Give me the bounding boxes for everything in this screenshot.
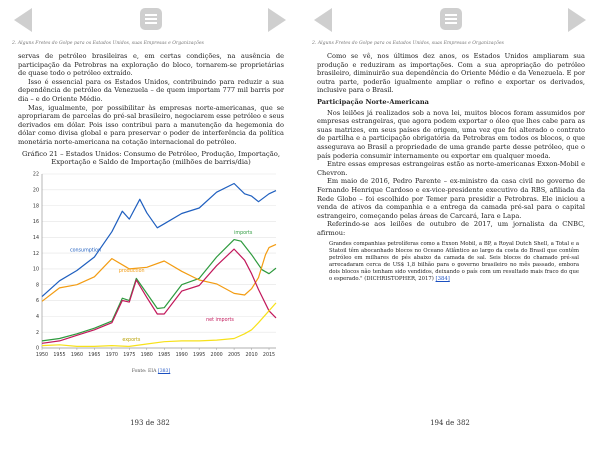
quote-reference-link[interactable]: [384] <box>435 276 450 282</box>
left-page-body <box>18 52 284 377</box>
block-quote <box>329 241 579 282</box>
oil-line-chart <box>14 168 284 368</box>
y-tick-label: 8 <box>35 283 39 289</box>
right-page <box>300 0 600 450</box>
menu-icon[interactable] <box>140 8 162 30</box>
paragraph: Em maio de 2016, Pedro Parente – ex-ministro da casa civil no governo de Fernando Henrique Cardoso e ex-vice-presidente executivo da RBS, afiliada da Rede Globo – foi escolhido por Temer para presidir a Petrobras. Ele iniciou a venda de ativos da companhia e a entrega da camada pré-sal para o capital estrangeiro, começando pelas áreas de Carcará, Iara e Lapa. <box>317 177 585 220</box>
nav-bar-left <box>0 8 300 38</box>
x-tick-label: 1955 <box>53 353 66 359</box>
y-tick-label: 20 <box>32 188 39 194</box>
x-tick-label: 1985 <box>158 353 171 359</box>
y-tick-label: 22 <box>32 173 39 179</box>
source-reference-link[interactable]: [383] <box>157 369 171 375</box>
paragraph: Mas, igualmente, por possibilitar às empresas norte-americanas, que se apropriaram de parcelas do pré-sal brasileiro, negociarem esse petróleo e seus derivados em dólar. Pois isso contribui para a manutenção da hegemonia do dólar como divisa global e para preservar o poder de interferência da política monetária norte-americana na cotação internacional do petróleo. <box>18 103 284 146</box>
page-number-left: 193 de 382 <box>130 419 170 427</box>
nav-bar-right <box>300 8 600 38</box>
paragraph: Nos leilões já realizados sob a nova lei, muitos blocos foram assumidos por empresas estrangeiras, que agora podem exportar o óleo que lhes cabe para as suas matrizes, em seus países de origem, uma vez que foi alterado o contrato de partilha e a participação obrigatória da Petrobras em todos os blocos, o que assegurava ao Brasil a propriedade de uma grande parte desse petróleo, que o país poderia consumir internamente ou exportar em qualquer moeda. <box>317 108 585 160</box>
x-tick-label: 1990 <box>175 353 188 359</box>
x-tick-label: 1980 <box>140 353 153 359</box>
x-tick-label: 1960 <box>70 353 84 359</box>
paragraph: Referindo-se aos leilões de outubro de 2017, um jornalista da CNBC, afirmou: <box>317 220 585 237</box>
series-label: net imports <box>206 318 234 324</box>
next-page-arrow-icon[interactable] <box>268 8 286 32</box>
figure-caption: Gráfico 21 – Estados Unidos: Consumo de Petróleo, Produção, Importação, Exportação e Saldo de Importação (milhões de barris/dia) <box>21 149 281 166</box>
running-title: 2. Alguns Fretes do Golpe para os Estados Unidos, suas Empresas e Organizações <box>312 41 504 46</box>
previous-page-arrow-icon[interactable] <box>14 8 32 32</box>
previous-page-arrow-icon[interactable] <box>314 8 332 32</box>
paragraph: Entre essas empresas estrangeiras estão as norte-americanas Exxon-Mobil e Chevron. <box>317 160 585 177</box>
series-label: exports <box>122 338 141 344</box>
menu-icon[interactable] <box>440 8 462 30</box>
figure-source <box>18 368 284 377</box>
paragraph: servas de petróleo brasileiras e, em certas condições, na ausência de participação da Petrobras na exploração do bloco, tornarem-se proprietárias de quase todo o petróleo extraído. <box>18 52 284 78</box>
y-tick-label: 0 <box>35 347 39 353</box>
source-label: Fonte: EIA <box>131 369 157 375</box>
x-tick-label: 1965 <box>88 353 101 359</box>
x-tick-label: 1970 <box>105 353 118 359</box>
series-label: production <box>118 269 145 275</box>
x-tick-label: 2005 <box>227 353 241 359</box>
x-tick-label: 1975 <box>123 353 136 359</box>
page-number-right: 194 de 382 <box>430 419 470 427</box>
x-tick-label: 1950 <box>35 353 49 359</box>
series-line-imports <box>42 240 276 344</box>
x-tick-label: 2000 <box>210 353 223 359</box>
paragraph: Como se vê, nos últimos dez anos, os Estados Unidos ampliaram sua produção e reduziram as importações. Com a sua apropriação do petróleo brasileiro, diminuirão sua dependência do Oriente Médio e da Venezuela. E por outra parte, poderão igualmente ampliar o refino e exportar os derivados, inclusive para o Brasil. <box>317 52 585 95</box>
y-tick-label: 2 <box>35 331 39 337</box>
section-heading: Participação Norte-Americana <box>317 97 429 106</box>
x-tick-label: 2010 <box>245 353 258 359</box>
series-line-exports <box>42 303 276 347</box>
y-tick-label: 18 <box>32 204 39 210</box>
x-tick-label: 1995 <box>193 353 206 359</box>
running-title: 2. Alguns Fretes do Golpe para os Estados Unidos, suas Empresas e Organizações <box>12 41 204 46</box>
series-label: imports <box>234 231 253 237</box>
x-tick-label: 2015 <box>262 353 276 359</box>
next-page-arrow-icon[interactable] <box>568 8 586 32</box>
y-tick-label: 10 <box>32 267 39 273</box>
y-tick-label: 16 <box>32 220 39 226</box>
y-tick-label: 12 <box>32 252 39 258</box>
y-tick-label: 14 <box>32 236 39 242</box>
y-tick-label: 4 <box>35 315 39 321</box>
paragraph: Isso é essencial para os Estados Unidos, contribuindo para reduzir a sua dependência de petróleo da Venezuela – de quem importam 777 mil barris por dia – e do Oriente Médio. <box>18 77 284 103</box>
right-page-body <box>317 52 585 283</box>
series-line-consumption <box>42 184 276 297</box>
y-tick-label: 6 <box>35 299 39 305</box>
quote-text: Grandes companhias petrolíferas como a Exxon Mobil, a BP, a Royal Dutch Shell, a Total e a Statoil têm abocanhado blocos no Oceano Atlântico ao largo da costa do Brasil que contêm petróleo em milhares de pés abaixo da camada de sal. Seis blocos do chamado pré-sal arrecadaram cerca de US$ 1,8 bilhão para o governo brasileiro no mês passado, embora dois blocos não tenham sido vendidos, deixando o país com um resultado mais fraco do que o esperado." (DICHRISTOPHER, 2017) <box>329 241 579 282</box>
series-label: consumption <box>69 248 102 254</box>
